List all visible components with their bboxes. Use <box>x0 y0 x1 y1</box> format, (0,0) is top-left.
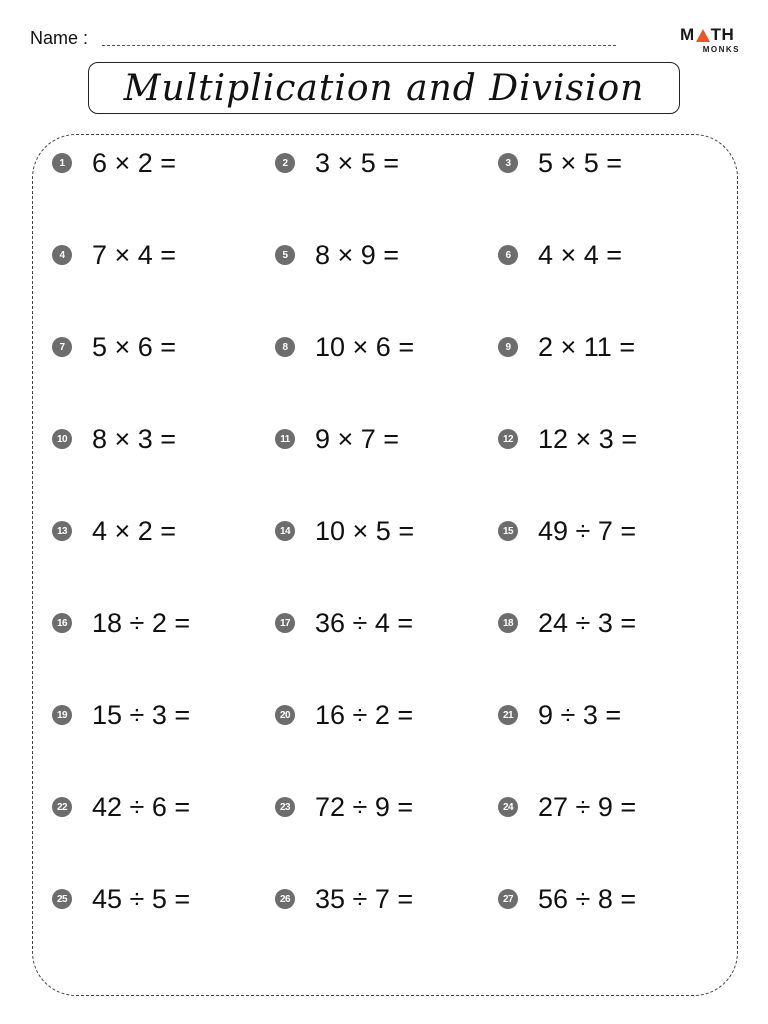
problem-number-badge: 18 <box>498 613 518 633</box>
problem-expression: 56 ÷ 8 = <box>538 884 637 914</box>
problem-number-badge: 15 <box>498 521 518 541</box>
problem-item[interactable] <box>275 784 498 830</box>
problem-expression: 8 × 3 = <box>92 424 177 454</box>
problem-item[interactable] <box>275 232 498 278</box>
problem-number-badge: 12 <box>498 429 518 449</box>
logo-text-end: TH <box>710 25 735 44</box>
title-banner <box>88 62 680 114</box>
problem-expression: 15 ÷ 3 = <box>92 700 191 730</box>
problem-item[interactable] <box>275 600 498 646</box>
problem-expression: 36 ÷ 4 = <box>315 608 414 638</box>
problem-number-badge: 13 <box>52 521 72 541</box>
problem-item[interactable] <box>52 324 275 370</box>
problem-number-badge: 10 <box>52 429 72 449</box>
problem-item[interactable] <box>498 416 721 462</box>
problem-number-badge: 1 <box>52 153 72 173</box>
problem-number-badge: 4 <box>52 245 72 265</box>
problem-item[interactable] <box>498 140 721 186</box>
name-label: Name : <box>30 28 89 48</box>
problem-number-badge: 22 <box>52 797 72 817</box>
problem-expression: 35 ÷ 7 = <box>315 884 414 914</box>
logo-text-start: M <box>680 25 695 44</box>
problem-item[interactable] <box>275 508 498 554</box>
logo-subtext: MONKS <box>702 45 740 54</box>
problem-item[interactable] <box>275 416 498 462</box>
problem-expression: 49 ÷ 7 = <box>538 516 637 546</box>
problem-expression: 5 × 5 = <box>538 148 623 178</box>
problem-expression: 18 ÷ 2 = <box>92 608 191 638</box>
problem-number-badge: 16 <box>52 613 72 633</box>
name-blank-line[interactable] <box>102 45 616 46</box>
problem-expression: 7 × 4 = <box>92 240 177 270</box>
problem-number-badge: 23 <box>275 797 295 817</box>
problem-item[interactable] <box>498 600 721 646</box>
problem-item[interactable] <box>498 324 721 370</box>
problem-item[interactable] <box>52 784 275 830</box>
problem-number-badge: 20 <box>275 705 295 725</box>
problem-number-badge: 25 <box>52 889 72 909</box>
name-field[interactable] <box>30 26 620 50</box>
problem-expression: 9 × 7 = <box>315 424 400 454</box>
problem-item[interactable] <box>52 232 275 278</box>
problem-expression: 10 × 6 = <box>315 332 415 362</box>
problem-number-badge: 27 <box>498 889 518 909</box>
problem-expression: 72 ÷ 9 = <box>315 792 414 822</box>
problem-item[interactable] <box>275 140 498 186</box>
problem-number-badge: 7 <box>52 337 72 357</box>
problem-number-badge: 17 <box>275 613 295 633</box>
problem-number-badge: 19 <box>52 705 72 725</box>
problem-number-badge: 5 <box>275 245 295 265</box>
problem-number-badge: 14 <box>275 521 295 541</box>
math-monks-logo <box>680 26 742 56</box>
problem-expression: 3 × 5 = <box>315 148 400 178</box>
problem-item[interactable] <box>275 692 498 738</box>
problem-expression: 42 ÷ 6 = <box>92 792 191 822</box>
problem-expression: 9 ÷ 3 = <box>538 700 622 730</box>
problem-item[interactable] <box>52 416 275 462</box>
problem-number-badge: 24 <box>498 797 518 817</box>
problem-expression: 16 ÷ 2 = <box>315 700 414 730</box>
problem-number-badge: 6 <box>498 245 518 265</box>
problem-expression: 4 × 2 = <box>92 516 177 546</box>
problem-item[interactable] <box>498 232 721 278</box>
problem-number-badge: 8 <box>275 337 295 357</box>
problem-item[interactable] <box>275 324 498 370</box>
problem-item[interactable] <box>52 600 275 646</box>
problem-expression: 27 ÷ 9 = <box>538 792 637 822</box>
problem-item[interactable] <box>498 784 721 830</box>
problem-item[interactable] <box>275 876 498 922</box>
problem-expression: 6 × 2 = <box>92 148 177 178</box>
problem-number-badge: 9 <box>498 337 518 357</box>
problem-expression: 4 × 4 = <box>538 240 623 270</box>
problem-number-badge: 2 <box>275 153 295 173</box>
problem-expression: 45 ÷ 5 = <box>92 884 191 914</box>
problem-item[interactable] <box>498 876 721 922</box>
problem-item[interactable] <box>498 508 721 554</box>
problem-expression: 24 ÷ 3 = <box>538 608 637 638</box>
problem-grid <box>52 140 732 968</box>
problem-number-badge: 26 <box>275 889 295 909</box>
problem-number-badge: 11 <box>275 429 295 449</box>
problem-expression: 10 × 5 = <box>315 516 415 546</box>
problem-item[interactable] <box>52 508 275 554</box>
problem-expression: 5 × 6 = <box>92 332 177 362</box>
triangle-icon <box>696 29 710 42</box>
problem-number-badge: 3 <box>498 153 518 173</box>
logo-wordmark <box>680 26 734 44</box>
problem-expression: 12 × 3 = <box>538 424 638 454</box>
problem-expression: 8 × 9 = <box>315 240 400 270</box>
problem-item[interactable] <box>52 876 275 922</box>
page-title: Multiplication and Division <box>123 67 645 109</box>
problem-expression: 2 × 11 = <box>538 332 636 362</box>
problem-number-badge: 21 <box>498 705 518 725</box>
problem-item[interactable] <box>52 692 275 738</box>
problem-item[interactable] <box>52 140 275 186</box>
problem-item[interactable] <box>498 692 721 738</box>
